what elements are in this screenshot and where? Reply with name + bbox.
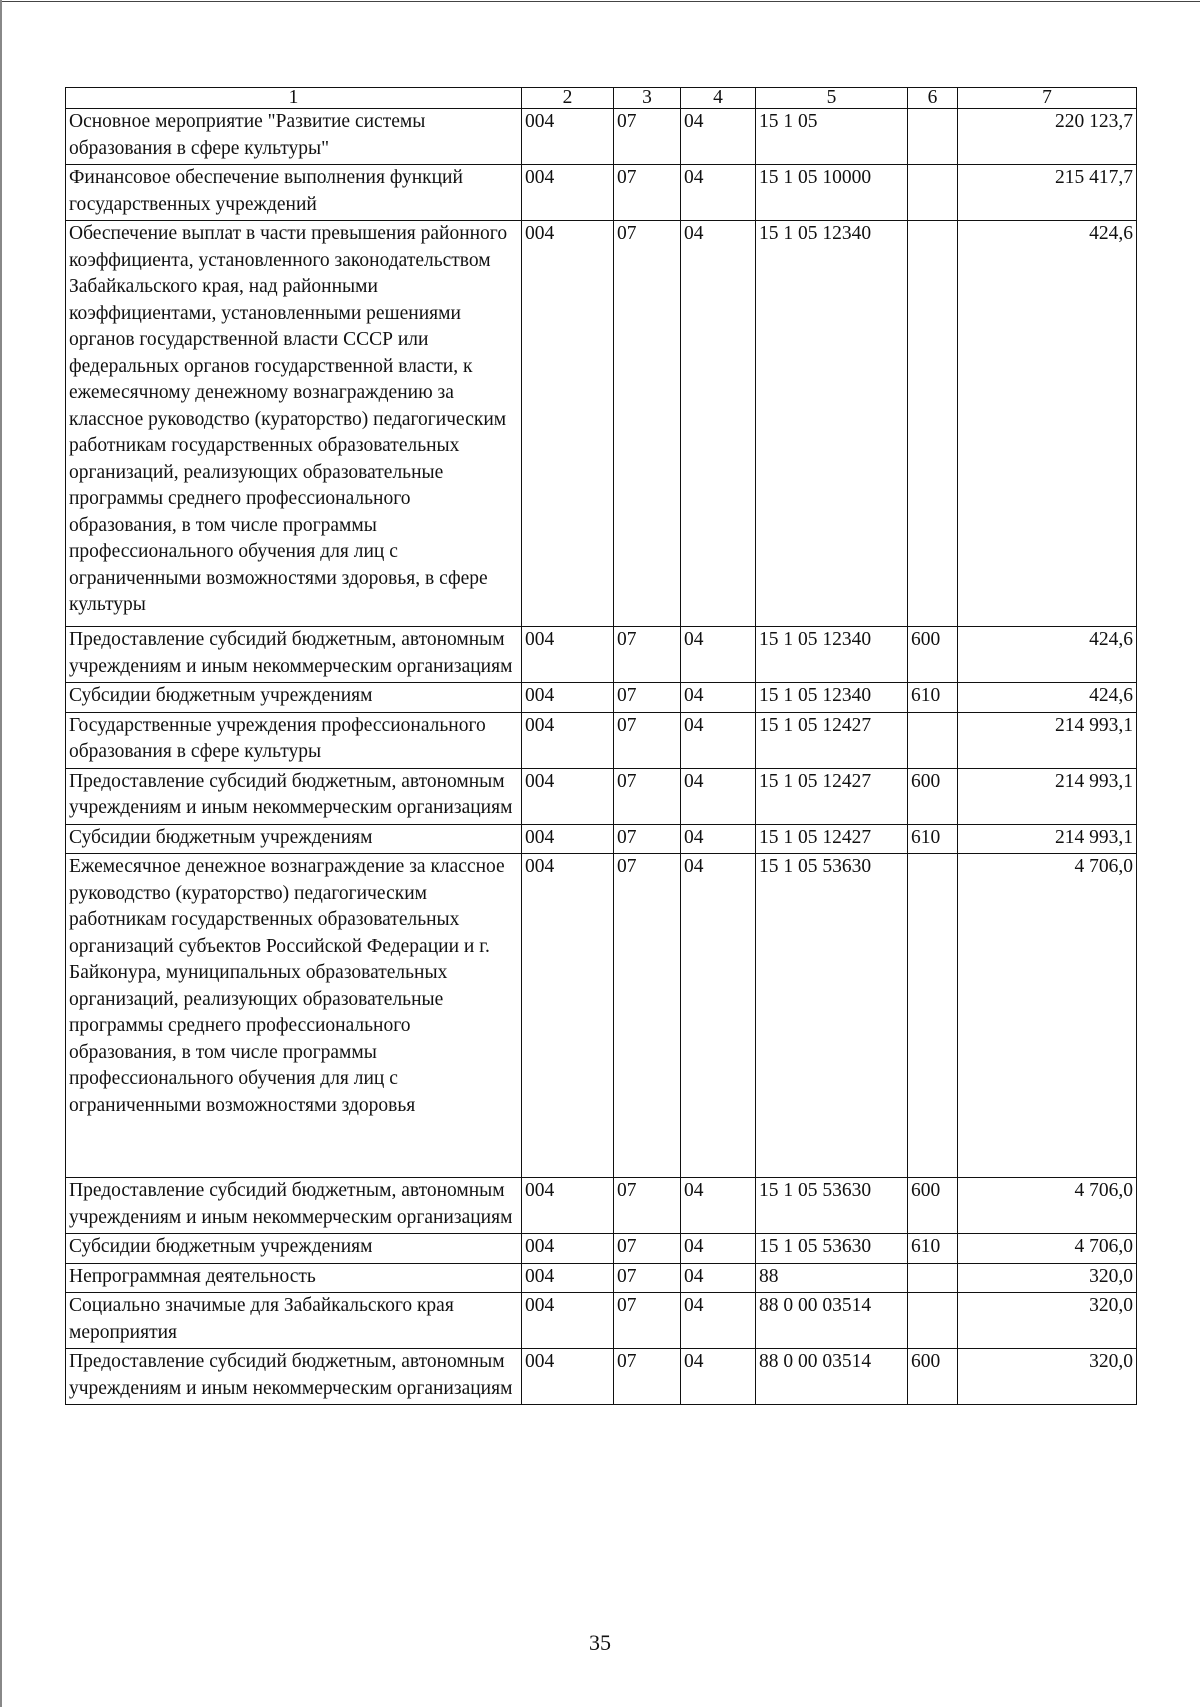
cell-ministry-code: 004 xyxy=(522,221,614,627)
cell-expense-type xyxy=(908,109,958,165)
cell-target-article: 15 1 05 12340 xyxy=(756,221,908,627)
cell-subsection: 04 xyxy=(681,1234,756,1264)
cell-section: 07 xyxy=(614,768,681,824)
table-row xyxy=(66,221,1137,627)
cell-section: 07 xyxy=(614,824,681,854)
cell-amount: 4 706,0 xyxy=(958,1234,1137,1264)
column-header: 7 xyxy=(958,88,1137,109)
table-row xyxy=(66,712,1137,768)
cell-section: 07 xyxy=(614,627,681,683)
row-name: Непрограммная деятельность xyxy=(66,1263,522,1293)
column-header: 2 xyxy=(522,88,614,109)
cell-ministry-code: 004 xyxy=(522,1263,614,1293)
cell-ministry-code: 004 xyxy=(522,1234,614,1264)
table-row xyxy=(66,768,1137,824)
table-row xyxy=(66,1293,1137,1349)
table-row xyxy=(66,627,1137,683)
cell-section: 07 xyxy=(614,1234,681,1264)
table-row xyxy=(66,683,1137,713)
cell-expense-type: 600 xyxy=(908,627,958,683)
cell-section: 07 xyxy=(614,683,681,713)
page-number: 35 xyxy=(589,1630,611,1655)
cell-ministry-code: 004 xyxy=(522,1178,614,1234)
column-header: 6 xyxy=(908,88,958,109)
cell-target-article: 15 1 05 53630 xyxy=(756,1234,908,1264)
cell-subsection: 04 xyxy=(681,1178,756,1234)
cell-section: 07 xyxy=(614,1349,681,1405)
cell-amount: 215 417,7 xyxy=(958,165,1137,221)
cell-expense-type xyxy=(908,221,958,627)
table-row xyxy=(66,854,1137,1178)
cell-section: 07 xyxy=(614,712,681,768)
row-name: Основное мероприятие "Развитие системы образования в сфере культуры" xyxy=(66,109,522,165)
cell-amount: 320,0 xyxy=(958,1263,1137,1293)
cell-section: 07 xyxy=(614,221,681,627)
cell-subsection: 04 xyxy=(681,1293,756,1349)
row-name: Обеспечение выплат в части превышения районного коэффициента, установленного законодательством Забайкальского края, над районными коэффициентами, установленными решениями органов государственной власти СССР или федеральных органов государственной власти, к ежемесячному денежному вознаграждению за классное руководство (кураторство) педагогическим работникам государственных образовательных организаций, реализующих образовательные программы среднего профессионального образования, в том числе программы профессионального обучения для лиц с ограниченными возможностями здоровья, в сфере культуры xyxy=(66,221,522,627)
cell-expense-type: 610 xyxy=(908,683,958,713)
cell-target-article: 88 xyxy=(756,1263,908,1293)
cell-amount: 214 993,1 xyxy=(958,824,1137,854)
cell-subsection: 04 xyxy=(681,109,756,165)
cell-ministry-code: 004 xyxy=(522,627,614,683)
cell-section: 07 xyxy=(614,109,681,165)
cell-section: 07 xyxy=(614,854,681,1178)
row-name: Предоставление субсидий бюджетным, автономным учреждениям и иным некоммерческим организациям xyxy=(66,1349,522,1405)
row-name: Финансовое обеспечение выполнения функций государственных учреждений xyxy=(66,165,522,221)
cell-amount: 424,6 xyxy=(958,221,1137,627)
column-header: 1 xyxy=(66,88,522,109)
cell-subsection: 04 xyxy=(681,221,756,627)
table-row xyxy=(66,1234,1137,1264)
cell-ministry-code: 004 xyxy=(522,1349,614,1405)
cell-amount: 220 123,7 xyxy=(958,109,1137,165)
row-name: Субсидии бюджетным учреждениям xyxy=(66,824,522,854)
table-row xyxy=(66,1178,1137,1234)
row-name: Предоставление субсидий бюджетным, автономным учреждениям и иным некоммерческим организациям xyxy=(66,627,522,683)
cell-expense-type: 600 xyxy=(908,1178,958,1234)
cell-ministry-code: 004 xyxy=(522,824,614,854)
cell-section: 07 xyxy=(614,1263,681,1293)
cell-expense-type xyxy=(908,1263,958,1293)
cell-target-article: 15 1 05 12427 xyxy=(756,712,908,768)
cell-target-article: 15 1 05 10000 xyxy=(756,165,908,221)
table-row xyxy=(66,1263,1137,1293)
header-row xyxy=(66,88,1137,109)
cell-section: 07 xyxy=(614,165,681,221)
cell-target-article: 88 0 00 03514 xyxy=(756,1349,908,1405)
cell-subsection: 04 xyxy=(681,165,756,221)
cell-subsection: 04 xyxy=(681,683,756,713)
cell-amount: 424,6 xyxy=(958,627,1137,683)
cell-expense-type xyxy=(908,854,958,1178)
cell-section: 07 xyxy=(614,1178,681,1234)
cell-expense-type xyxy=(908,165,958,221)
cell-expense-type: 610 xyxy=(908,1234,958,1264)
column-header: 3 xyxy=(614,88,681,109)
cell-subsection: 04 xyxy=(681,1263,756,1293)
row-name: Ежемесячное денежное вознаграждение за классное руководство (кураторство) педагогическим работникам государственных образовательных организаций субъектов Российской Федерации и г. Байконура, муниципальных образовательных организаций, реализующих образовательные программы среднего профессионального образования, в том числе программы профессионального обучения для лиц с ограниченными возможностями здоровья xyxy=(66,854,522,1178)
cell-ministry-code: 004 xyxy=(522,683,614,713)
cell-ministry-code: 004 xyxy=(522,854,614,1178)
cell-target-article: 15 1 05 53630 xyxy=(756,854,908,1178)
page-left-edge xyxy=(0,0,2,1707)
row-name: Субсидии бюджетным учреждениям xyxy=(66,683,522,713)
cell-amount: 4 706,0 xyxy=(958,854,1137,1178)
cell-amount: 214 993,1 xyxy=(958,768,1137,824)
row-name: Государственные учреждения профессионального образования в сфере культуры xyxy=(66,712,522,768)
cell-expense-type xyxy=(908,712,958,768)
cell-expense-type: 600 xyxy=(908,768,958,824)
cell-ministry-code: 004 xyxy=(522,1293,614,1349)
row-name: Субсидии бюджетным учреждениям xyxy=(66,1234,522,1264)
cell-expense-type: 610 xyxy=(908,824,958,854)
cell-subsection: 04 xyxy=(681,768,756,824)
cell-amount: 4 706,0 xyxy=(958,1178,1137,1234)
cell-subsection: 04 xyxy=(681,824,756,854)
row-name: Социально значимые для Забайкальского края мероприятия xyxy=(66,1293,522,1349)
cell-target-article: 88 0 00 03514 xyxy=(756,1293,908,1349)
table-row xyxy=(66,824,1137,854)
cell-target-article: 15 1 05 12427 xyxy=(756,768,908,824)
page-top-edge xyxy=(0,1,1200,2)
cell-target-article: 15 1 05 12340 xyxy=(756,627,908,683)
column-header: 4 xyxy=(681,88,756,109)
budget-table xyxy=(65,87,1137,1405)
table-row xyxy=(66,165,1137,221)
cell-amount: 424,6 xyxy=(958,683,1137,713)
cell-section: 07 xyxy=(614,1293,681,1349)
cell-target-article: 15 1 05 12427 xyxy=(756,824,908,854)
cell-ministry-code: 004 xyxy=(522,712,614,768)
cell-ministry-code: 004 xyxy=(522,768,614,824)
table-row xyxy=(66,1349,1137,1405)
cell-subsection: 04 xyxy=(681,712,756,768)
cell-amount: 214 993,1 xyxy=(958,712,1137,768)
cell-target-article: 15 1 05 12340 xyxy=(756,683,908,713)
cell-subsection: 04 xyxy=(681,1349,756,1405)
row-name: Предоставление субсидий бюджетным, автономным учреждениям и иным некоммерческим организациям xyxy=(66,1178,522,1234)
table-row xyxy=(66,109,1137,165)
cell-subsection: 04 xyxy=(681,854,756,1178)
cell-ministry-code: 004 xyxy=(522,165,614,221)
cell-ministry-code: 004 xyxy=(522,109,614,165)
cell-amount: 320,0 xyxy=(958,1293,1137,1349)
cell-subsection: 04 xyxy=(681,627,756,683)
cell-expense-type: 600 xyxy=(908,1349,958,1405)
cell-target-article: 15 1 05 xyxy=(756,109,908,165)
row-name: Предоставление субсидий бюджетным, автономным учреждениям и иным некоммерческим организациям xyxy=(66,768,522,824)
cell-target-article: 15 1 05 53630 xyxy=(756,1178,908,1234)
cell-amount: 320,0 xyxy=(958,1349,1137,1405)
cell-expense-type xyxy=(908,1293,958,1349)
column-header: 5 xyxy=(756,88,908,109)
